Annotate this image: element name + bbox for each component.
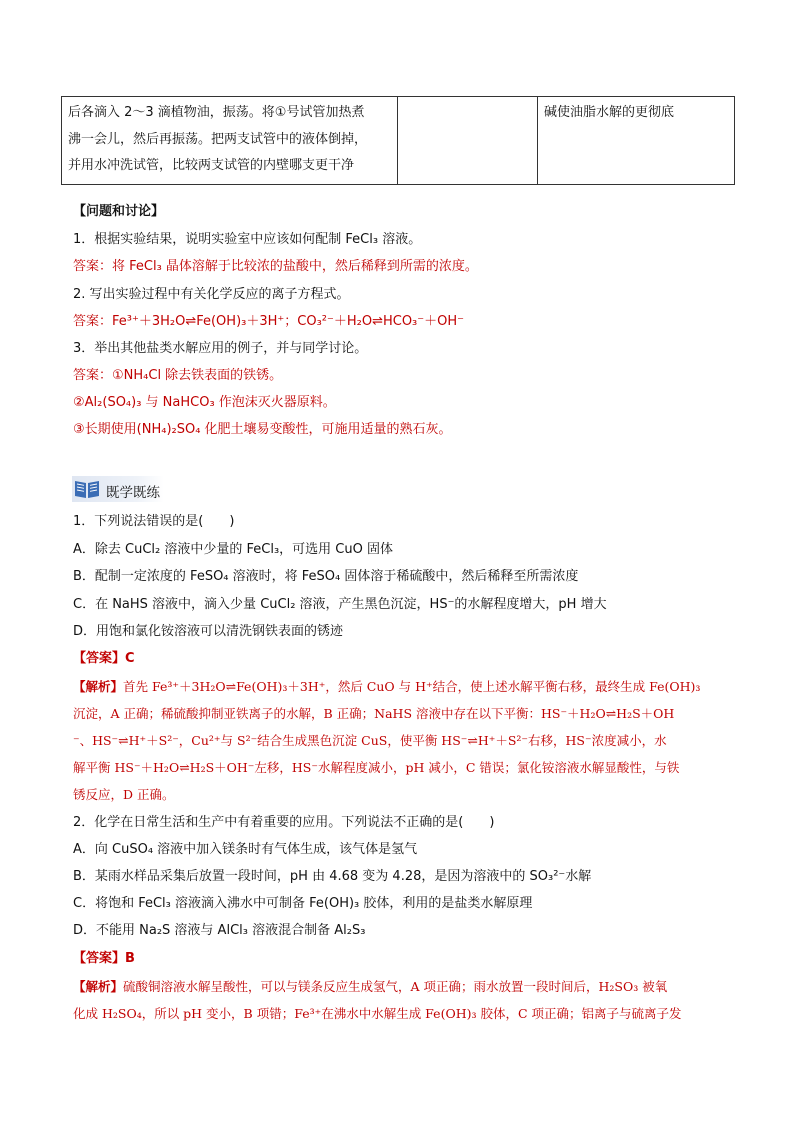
discussion-heading: 【问题和讨论】 xyxy=(73,204,165,219)
table-row xyxy=(62,97,735,185)
discussion-question-3: 3．举出其他盐类水解应用的例子，并与同学讨论。 xyxy=(73,341,368,356)
discussion-answer-3-line-3: ③长期使用(NH₄)₂SO₄ 化肥土壤易变酸性，可施用适量的熟石灰。 xyxy=(73,422,452,437)
exercise-2-option-b: B．某雨水样品采集后放置一段时间，pH 由 4.68 变为 4.28，是因为溶液中的 SO₃²⁻水解 xyxy=(73,869,592,884)
exercise-2-option-d: D．不能用 Na₂S 溶液与 AlCl₃ 溶液混合制备 Al₂S₃ xyxy=(73,923,366,938)
book-icon xyxy=(73,478,101,500)
discussion-answer-1: 答案：将 FeCl₃ 晶体溶解于比较浓的盐酸中，然后稀释到所需的浓度。 xyxy=(73,259,478,274)
table-cell-conclusion: 碱使油脂水解的更彻底 xyxy=(538,97,735,185)
exercise-2-analysis-line: 化成 H₂SO₄，所以 pH 变小，B 项错；Fe³⁺在沸水中水解生成 Fe(OH)₃ 胶体，C 项正确；铝离子与硫离子发 xyxy=(73,1006,682,1021)
procedure-line: 后各滴入 2～3 滴植物油，振荡。将①号试管加热煮 xyxy=(68,105,365,120)
exercise-1-option-a: A．除去 CuCl₂ 溶液中少量的 FeCl₃，可选用 CuO 固体 xyxy=(73,542,393,557)
procedure-line: 并用水冲洗试管，比较两支试管的内壁哪支更干净 xyxy=(68,158,355,173)
exercise-2-analysis-line xyxy=(73,978,667,996)
analysis-tag: 【解析】 xyxy=(73,979,124,994)
exercise-2-option-c: C．将饱和 FeCl₃ 溶液滴入沸水中可制备 Fe(OH)₃ 胶体，利用的是盐类水解原理 xyxy=(73,896,533,911)
discussion-answer-3-line-1: 答案：①NH₄Cl 除去铁表面的铁锈。 xyxy=(73,368,283,383)
exercise-1-analysis-line: 沉淀，A 正确；稀硫酸抑制亚铁离子的水解，B 正确；NaHS 溶液中存在以下平衡：HS⁻＋H₂O⇌H₂S＋OH xyxy=(73,706,675,721)
exercise-1-option-d: D．用饱和氯化铵溶液可以清洗钢铁表面的锈迹 xyxy=(73,624,344,639)
analysis-text: 首先 Fe³⁺＋3H₂O⇌Fe(OH)₃＋3H⁺，然后 CuO 与 H⁺结合，使上述水解平衡右移，最终生成 Fe(OH)₃ xyxy=(123,679,701,694)
table-cell-phenomenon xyxy=(398,97,538,185)
exercise-1-option-b: B．配制一定浓度的 FeSO₄ 溶液时，将 FeSO₄ 固体溶于稀硫酸中，然后稀释至所需浓度 xyxy=(73,569,579,584)
analysis-tag: 【解析】 xyxy=(73,679,124,694)
exercise-1-option-c: C．在 NaHS 溶液中，滴入少量 CuCl₂ 溶液，产生黑色沉淀，HS⁻的水解程度增大，pH 增大 xyxy=(73,597,607,612)
discussion-answer-2: 答案：Fe³⁺＋3H₂O⇌Fe(OH)₃＋3H⁺；CO₃²⁻＋H₂O⇌HCO₃⁻＋OH⁻ xyxy=(73,314,464,329)
exercise-1-answer: 【答案】C xyxy=(73,651,135,666)
section-title: 既学既练 xyxy=(106,485,160,501)
exercise-1-analysis-line: 锈反应，D 正确。 xyxy=(73,787,175,802)
discussion-question-2: 2. 写出实验过程中有关化学反应的离子方程式。 xyxy=(73,287,350,302)
exercise-1-analysis-line xyxy=(73,678,700,696)
analysis-text: 硫酸铜溶液水解呈酸性，可以与镁条反应生成氢气，A 项正确；雨水放置一段时间后，H₂SO₃ 被氧 xyxy=(123,979,668,994)
exercise-1-analysis-line: ⁻、HS⁻⇌H⁺＋S²⁻，Cu²⁺与 S²⁻结合生成黑色沉淀 CuS，使平衡 HS⁻⇌H⁺＋S²⁻右移，HS⁻浓度减小，水 xyxy=(73,733,667,748)
exercise-2-answer: 【答案】B xyxy=(73,951,135,966)
exercise-1-question: 1．下列说法错误的是( ) xyxy=(73,514,235,529)
discussion-question-1: 1．根据实验结果，说明实验室中应该如何配制 FeCl₃ 溶液。 xyxy=(73,232,422,247)
discussion-answer-3-line-2: ②Al₂(SO₄)₃ 与 NaHCO₃ 作泡沫灭火器原料。 xyxy=(73,395,336,410)
exercise-2-question: 2．化学在日常生活和生产中有着重要的应用。下列说法不正确的是( ) xyxy=(73,815,495,830)
table-cell-procedure xyxy=(62,97,398,185)
exercise-1-analysis-line: 解平衡 HS⁻＋H₂O⇌H₂S＋OH⁻左移，HS⁻水解程度减小，pH 减小，C 错误；氯化铵溶液水解显酸性，与铁 xyxy=(73,760,680,775)
experiment-table xyxy=(61,96,735,185)
procedure-line: 沸一会儿，然后再振荡。把两支试管中的液体倒掉， xyxy=(68,131,368,147)
exercise-2-option-a: A．向 CuSO₄ 溶液中加入镁条时有气体生成，该气体是氢气 xyxy=(73,842,418,857)
